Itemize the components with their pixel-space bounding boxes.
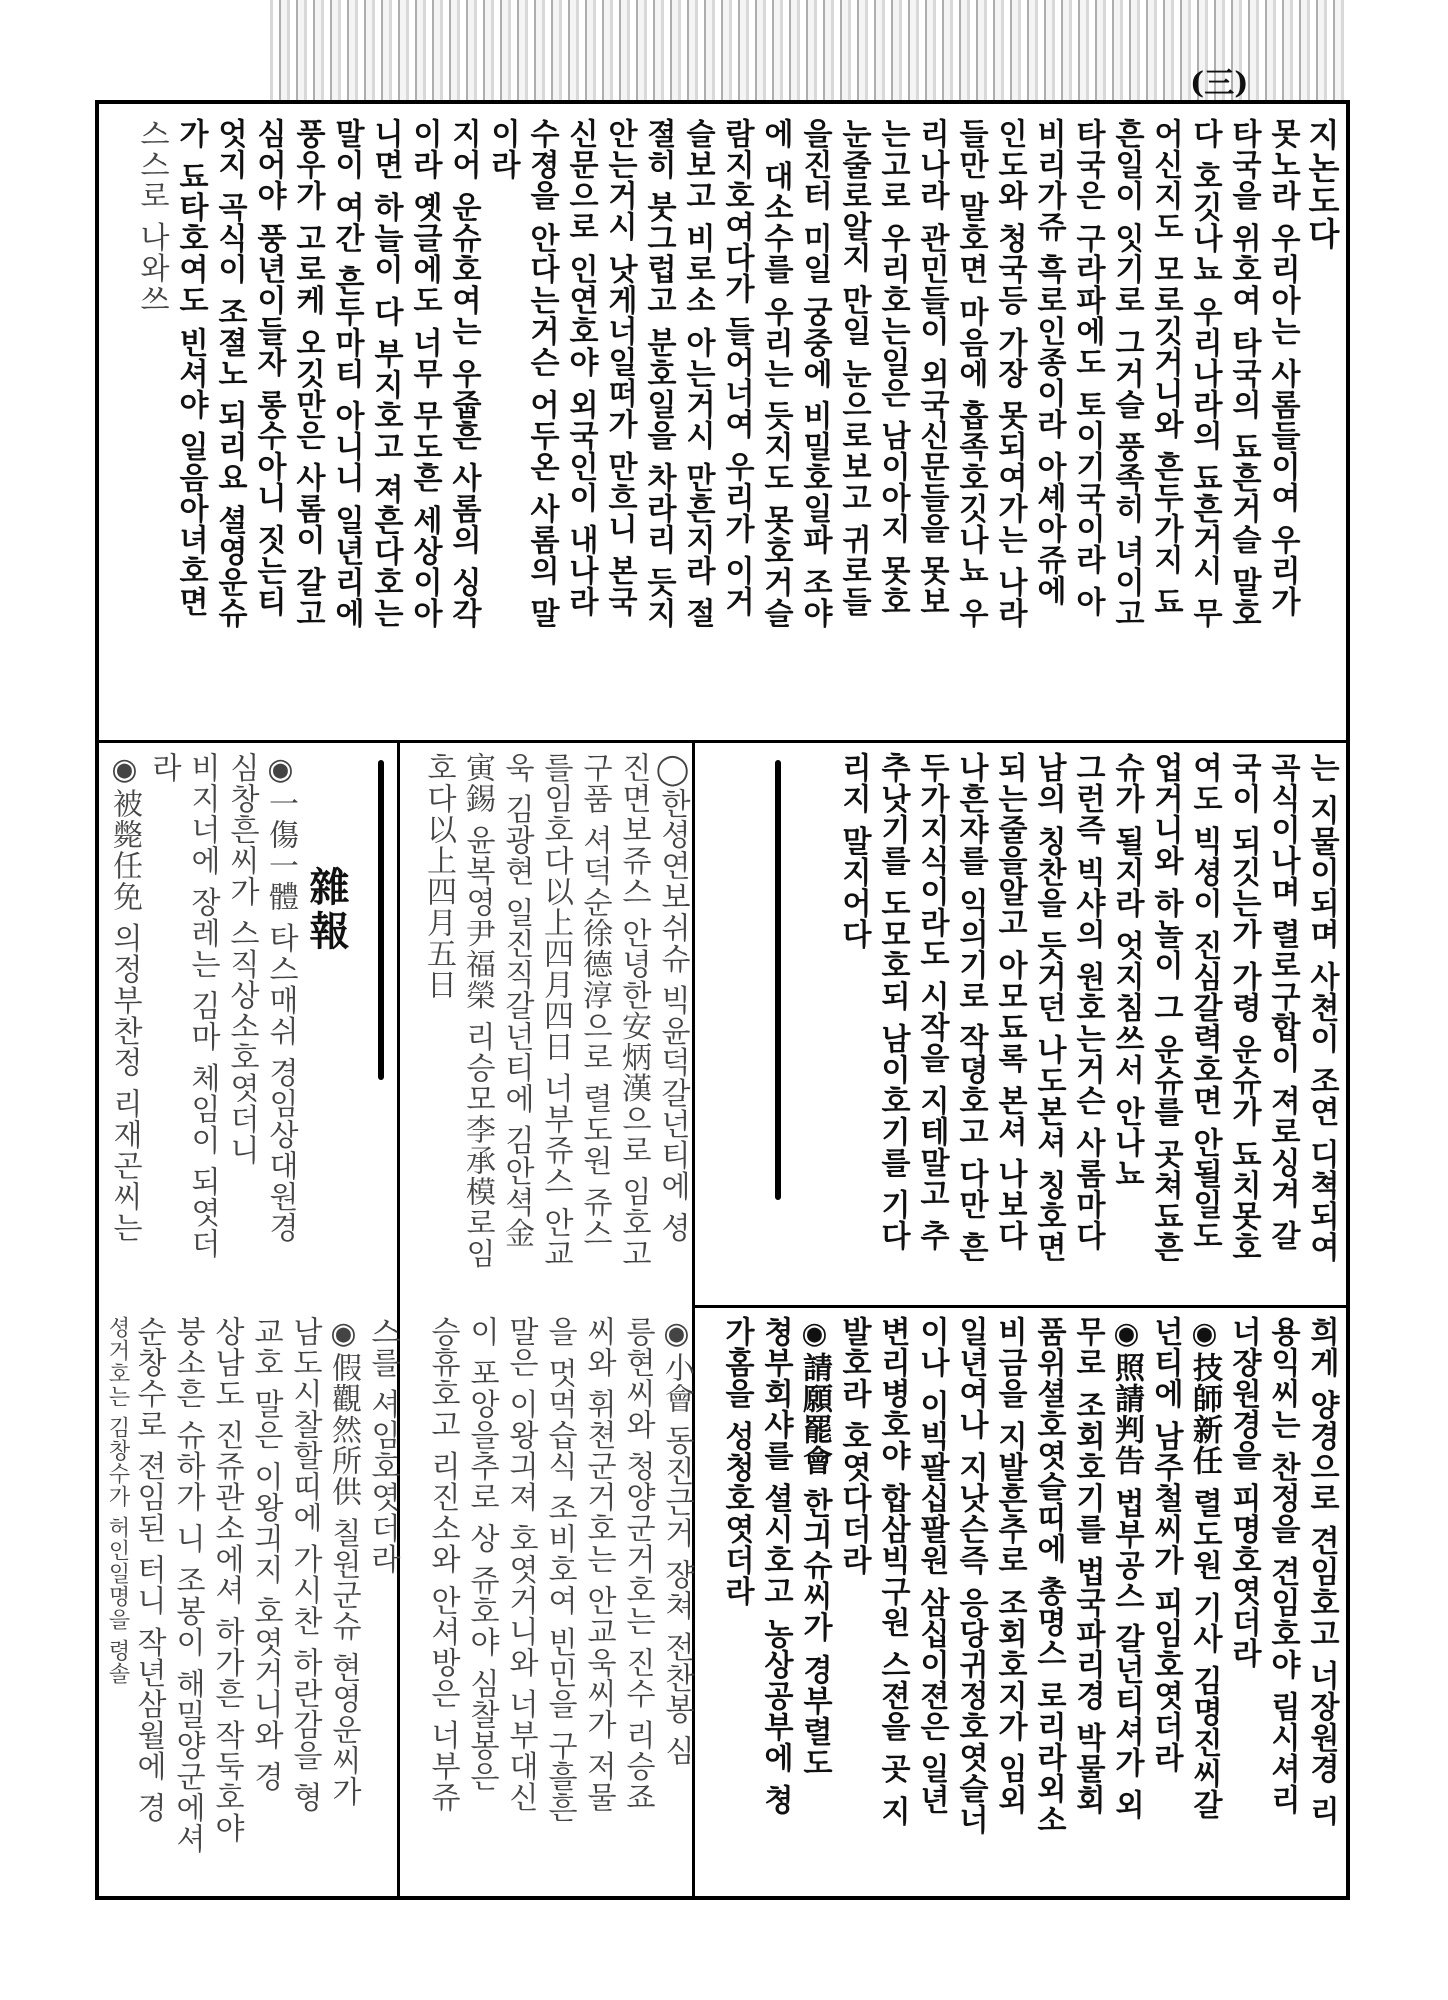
text-column: 붕소흔 슈하가 니 조봉이 해밀양군에셔 bbox=[170, 1316, 205, 1855]
text-column: 이라 옛글에도 너무 무도흔 세상이아 bbox=[407, 118, 442, 629]
text-column: 다 호깃나뇨 우리나라의 됴흔거시 무 bbox=[1187, 118, 1222, 629]
text-column: 라 bbox=[146, 752, 181, 783]
ornament-rule-right bbox=[775, 760, 781, 1200]
text-column: 교호 말은 이왕긔지 호엿거니와 경 bbox=[248, 1316, 283, 1793]
text-column: 넌티에 남주철씨가 피임호엿더라 bbox=[1148, 1316, 1183, 1773]
text-column: 슬보고 비로소 아는거시 만흔지라 절 bbox=[680, 118, 715, 629]
text-column: 발호라 호엿다더라 bbox=[836, 1316, 871, 1576]
text-column: 곡식이나며 렬로구합이 져로싱겨 갈 bbox=[1265, 752, 1300, 1252]
page-number: (三) bbox=[1190, 66, 1249, 101]
text-column: 품위셜호엿슬띠에 총명스 로리라외소 bbox=[1031, 1316, 1066, 1835]
text-column: 를임호다以上四月四日 너부쥬스 안교 bbox=[538, 752, 573, 1270]
text-column: 수졍을 안다는거슨 어두온 사롬의 말 bbox=[524, 118, 559, 629]
text-column: 일년여나 지낫슨즉 응당귀정호엿슬너 bbox=[953, 1316, 988, 1835]
text-column: 비금을 지발흔추로 조회호지가 임외 bbox=[992, 1316, 1027, 1816]
text-column: 구품 셔덕순徐德淳으로 렬도원 쥬스 bbox=[577, 752, 612, 1249]
text-column: 는 지물이되며 사쳔이 조연 디쳑되여 bbox=[1304, 752, 1339, 1263]
text-column: 남도시찰할띠에 가시찬 하란감을 형 bbox=[287, 1316, 322, 1813]
section-heading-jabbo: 雜報 bbox=[303, 866, 350, 954]
text-column: 릉현씨와 청양군거호는 진수 리승죠 bbox=[620, 1316, 655, 1813]
text-column: 스스로 나와쓰 bbox=[134, 118, 169, 315]
text-column: 엇지 곡식이 조졀노 되리요 셜영운슈 bbox=[212, 118, 247, 629]
text-column: 진면보쥬스 안녕한安炳漢으로 임호고 bbox=[616, 752, 651, 1270]
text-column: 두가지식이라도 시작을 지테말고 추 bbox=[914, 752, 949, 1252]
page-top-masthead-strip bbox=[270, 0, 1350, 100]
text-column: 들만 말호면 마음에 흡족호깃나뇨 우 bbox=[953, 118, 988, 629]
text-column: ◉技師新任 렬도원 기사 김명진씨갈 bbox=[1187, 1316, 1222, 1821]
text-column: 寅錫 윤복영尹福榮 리승모李承模로임 bbox=[460, 752, 495, 1270]
text-column: 신문으로 인연호야 외국인이 내나라 bbox=[563, 118, 598, 618]
text-column: 국이 되깃는가 가령 운슈가 됴치못호 bbox=[1226, 752, 1261, 1263]
text-column: 이나 이빅팔십팔원 삼십이젼은 일년 bbox=[914, 1316, 949, 1816]
text-column: 리나라 관민들이 외국신문들을 못보 bbox=[914, 118, 949, 618]
text-column: 못노라 우리아는 사롬들이여 우리가 bbox=[1265, 118, 1300, 618]
text-column: 지논도다 bbox=[1303, 118, 1341, 250]
text-column: 풍우가 고로케 오깃만은 사롬이 갈고 bbox=[290, 118, 325, 629]
text-column: ◉一傷一體 타스매쉬 경임상대원경 bbox=[263, 752, 298, 1244]
text-column: 가홈을 성청호엿더라 bbox=[719, 1316, 754, 1607]
text-column: 이라 bbox=[485, 118, 520, 180]
text-column: 리지 말지어다 bbox=[836, 752, 871, 950]
text-column: 에 대소수를 우리는 듯지도 못호거슬 bbox=[758, 118, 793, 629]
text-column: 말은 이왕긔져 호엿거니와 너부대신 bbox=[503, 1316, 538, 1813]
text-column: 남의 칭찬을 듯거던 나도본셔 칭호면 bbox=[1031, 752, 1066, 1263]
text-column: 인도와 청국등 가장 못되여가는 나라 bbox=[992, 118, 1027, 629]
text-column: 업거니와 하놀이 그 운슈를 곳쳐됴흔 bbox=[1148, 752, 1183, 1263]
text-column: 을 멋먹습식 조비호여 빈민을 구흘흔 bbox=[542, 1316, 577, 1824]
text-column: 호다以上四月五日 bbox=[421, 752, 456, 1000]
text-column: 비리가쥬 흑로인종이라 아셰아쥬에 bbox=[1031, 118, 1066, 606]
text-column: ◉假觀然所供 칠원군슈 현영운씨가 bbox=[326, 1316, 361, 1808]
text-column: 추낫기를 도모호되 남이호기를 기다 bbox=[875, 752, 910, 1252]
text-column: ◉照請判告 법부공스 갈넌티셔가 외 bbox=[1109, 1316, 1144, 1821]
text-column: 타국은 구라파에도 토이기국이라 아 bbox=[1070, 118, 1105, 618]
text-column: 승휴호고 리진소와 안셔방은 너부쥬 bbox=[425, 1316, 460, 1813]
text-column: 상남도 진쥬관소에셔 하가흔 작둑호야 bbox=[209, 1316, 244, 1844]
text-column: 흔일이 잇기로 그거슬 풍족히 녀이고 bbox=[1109, 118, 1144, 629]
text-column: ◉請願罷會 한긔슈씨가 경부렬도 bbox=[797, 1316, 832, 1778]
text-column: 말이 여간 흔두마티 아니니 일년리에 bbox=[329, 118, 364, 629]
ornament-rule-left bbox=[378, 760, 384, 1080]
text-column: 욱 김광현 일진직갈넌티에 김안셕金 bbox=[499, 752, 534, 1249]
text-column: 을진터 미일 궁중에 비밀호일파 조야 bbox=[797, 118, 832, 629]
text-column: 씨와 휘쳔군거호는 안교욱씨가 저물 bbox=[581, 1316, 616, 1813]
text-column: 타국을 위호여 타국의 됴흔거슬 말호 bbox=[1226, 118, 1261, 629]
text-column: 여도 빅셩이 진심갈력호면 안될일도 bbox=[1187, 752, 1222, 1252]
text-column: 지어 운슈호여는 우줍흔 사롬의 싱각 bbox=[446, 118, 481, 629]
text-column: 는고로 우리호는일은 남이아지 못호 bbox=[875, 118, 910, 618]
text-column: 안는거시 낫게너일떠가 만흐니 본국 bbox=[602, 118, 637, 618]
text-column: 나흔쟈를 익의기로 작뎡호고 다만 흔 bbox=[953, 752, 988, 1263]
text-column: 그런즉 빅샤의 원호는거슨 사롬마다 bbox=[1070, 752, 1105, 1252]
text-column: 되는줄을알고 아모됴록 본셔 나보다 bbox=[992, 752, 1027, 1252]
text-column: 비지너에 장레는 김마 체임이 되엿더 bbox=[185, 752, 220, 1260]
text-column: 람지호여다가 들어너여 우리가 이거 bbox=[719, 118, 754, 618]
text-column: 순창수로 젼임된 터니 작년삼월에 경 bbox=[131, 1316, 166, 1824]
text-column: 셩거호는 김창수가 허인일명을 령솔 bbox=[105, 1316, 130, 1685]
text-column: 너쟝원경을 피명호엿더라 bbox=[1226, 1316, 1261, 1669]
text-column: 니면 하늘이 다 부지호고 져흔다호는 bbox=[368, 118, 403, 629]
text-column: 졀히 붓그럽고 분호일을 차라리 듯지 bbox=[641, 118, 676, 629]
text-column: 스를 셔임호엿더라 bbox=[365, 1316, 400, 1575]
text-column: 변리병호야 합삼빅구원 스젼을 곳 지 bbox=[875, 1316, 910, 1827]
top-section-divider bbox=[99, 740, 1346, 743]
text-column: ◯한셩연보쉬슈 빅윤덕갈넌티에 셩 bbox=[655, 752, 690, 1244]
text-column: 가 됴타호여도 빈셔야 일음아녀호면 bbox=[173, 118, 208, 618]
text-column: 희게 양경으로 견임호고 너장원경 리 bbox=[1304, 1316, 1339, 1827]
text-column: 눈줄로알지 만일 눈으로보고 귀로들 bbox=[836, 118, 871, 618]
text-column: 슈가 될지라 엇지침쓰서 안나뇨 bbox=[1109, 752, 1144, 1190]
text-column: ◉被斃任免 의정부찬정 리재곤씨는 bbox=[107, 752, 142, 1244]
text-column: 심어야 풍년이들자 롱수아니 짓는티 bbox=[251, 118, 286, 618]
text-column: 쳥부회샤를 셜시호고 농상공부에 쳥 bbox=[758, 1316, 793, 1816]
text-column: 무로 조회호기를 법국파리경 박물회 bbox=[1070, 1316, 1105, 1816]
bottom-section-divider bbox=[693, 1305, 1346, 1308]
text-column: 어신지도 모로깃거니와 흔두가지 됴 bbox=[1148, 118, 1183, 618]
text-column: 용익씨는 찬정을 견임호야 림시셔리 bbox=[1265, 1316, 1300, 1816]
text-column: 심창흔씨가 스직상소호엿더니 bbox=[224, 752, 259, 1166]
text-column: 이 포앙을추로 상 쥬호야 심찰봉은 bbox=[464, 1316, 499, 1793]
text-column: ◉小會 동진근거 쟝쳐 전찬봉 심 bbox=[659, 1316, 694, 1767]
